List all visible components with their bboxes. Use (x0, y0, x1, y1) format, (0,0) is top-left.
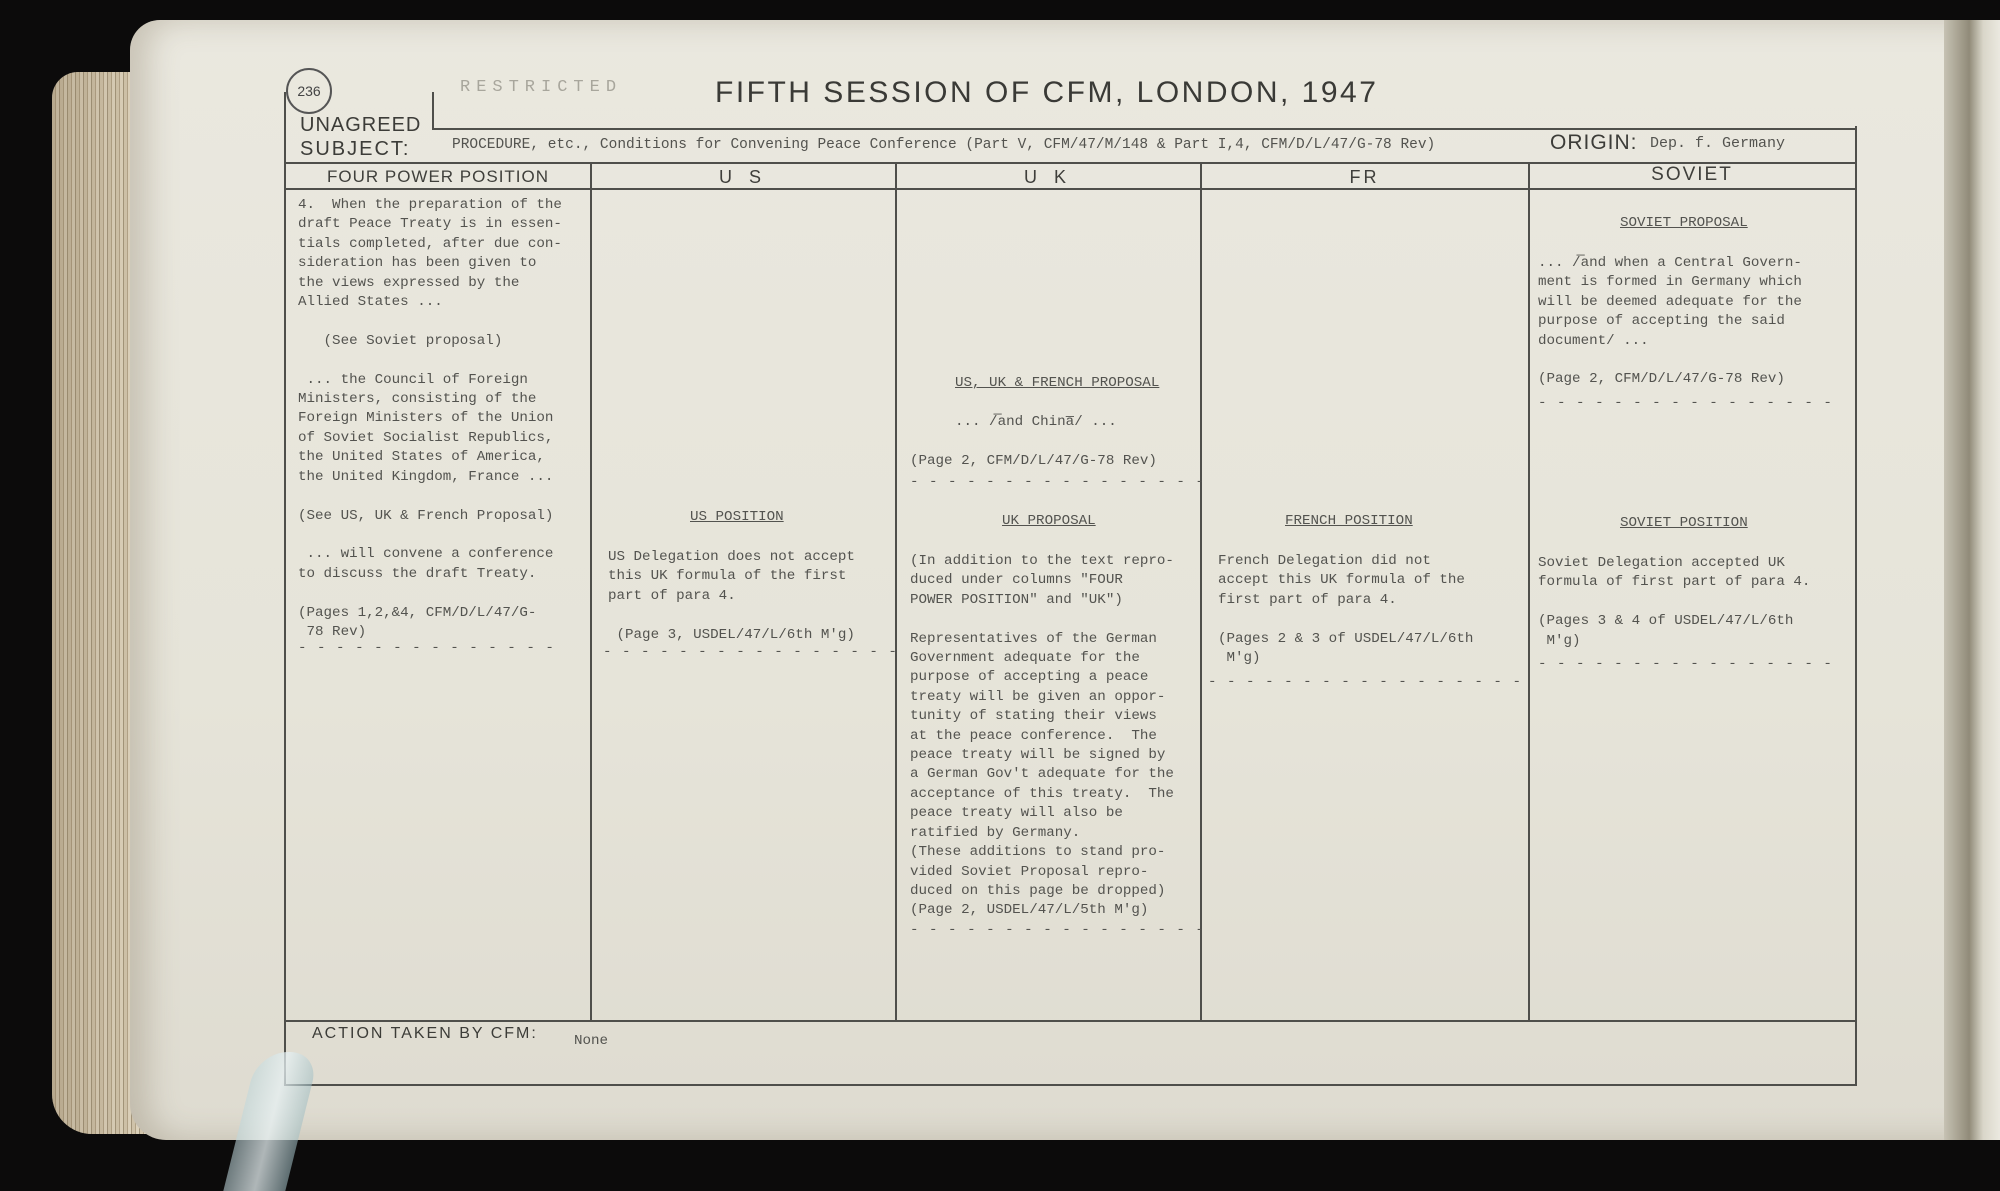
us-dash-rule: - - - - - - - - - - - - - - - - (603, 644, 898, 660)
french-dash-rule: - - - - - - - - - - - - - - - - - (1208, 674, 1522, 690)
frame-top-border (432, 128, 1856, 130)
french-position-heading: FRENCH POSITION (1285, 513, 1413, 529)
frame-right-border (1855, 126, 1857, 1086)
joint-proposal-reference: (Page 2, CFM/D/L/47/G-78 Rev) (910, 453, 1157, 469)
four-power-position-text: 4. When the preparation of the draft Peace Treaty is in essen- tials completed, after due con- sideration has been given to the views expressed by the Allied States ... (See Soviet proposal) ... the Council of Foreign Ministers, consisting of the Foreign Ministers of the Union of Soviet Socialist Republics, the United States of America, the United Kingdom, France ... (See US, UK & French Proposal) ... will convene a conference to discuss the draft Treaty. (Pages 1,2,&4, CFM/D/L/47/G- 78 Rev) (298, 197, 562, 640)
subject-text: PROCEDURE, etc., Conditions for Convening Peace Conference (Part V, CFM/47/M/148 & Part I,4, CFM/D/L/47/G-78 Rev) (452, 137, 1436, 153)
action-taken-label: ACTION TAKEN BY CFM: (312, 1025, 538, 1042)
column-header-soviet: SOVIET (1651, 164, 1733, 185)
frame-left-border (284, 92, 286, 1084)
column-divider-uk (895, 162, 897, 1020)
column-header-fr: FR (1349, 167, 1380, 187)
column-header-uk: U K (1023, 167, 1072, 187)
joint-proposal-heading: US, UK & FRENCH PROPOSAL (955, 375, 1160, 391)
column-header-us: U S (718, 167, 767, 187)
us-position-heading: US POSITION (690, 509, 784, 525)
us-position-text: US Delegation does not accept this UK formula of the first part of para 4. (Page 3, USDEL/47/L/6th M'g) (608, 549, 855, 643)
soviet-proposal-heading: SOVIET PROPOSAL (1620, 215, 1748, 231)
column-header-four-power: FOUR POWER POSITION (326, 167, 550, 186)
subject-box-divider (432, 92, 434, 130)
origin-text: Dep. f. Germany (1650, 135, 1786, 152)
joint-proposal-dash-rule: - - - - - - - - - - - - - - - - (910, 474, 1205, 490)
book-gutter (1944, 20, 2000, 1140)
soviet-position-heading: SOVIET POSITION (1620, 515, 1748, 531)
uk-dash-rule: - - - - - - - - - - - - - - - - (910, 922, 1205, 938)
soviet-position-dash-rule: - - - - - - - - - - - - - - - - (1538, 656, 1833, 672)
soviet-proposal-dash-rule: - - - - - - - - - - - - - - - - (1538, 395, 1833, 411)
french-position-text: French Delegation did not accept this UK formula of the first part of para 4. (Pages 2 & 3 of USDEL/47/L/6th M'g) (1218, 553, 1474, 667)
body-bottom-rule (284, 1020, 1856, 1022)
origin-label: ORIGIN: (1550, 131, 1638, 154)
document-title: FIFTH SESSION OF CFM, LONDON, 1947 (715, 76, 1379, 109)
uk-proposal-heading: UK PROPOSAL (1002, 513, 1096, 529)
unagreed-label: UNAGREED (300, 114, 422, 136)
uk-proposal-text: (In addition to the text repro- duced under columns "FOUR POWER POSITION" and "UK") Representatives of the German Government adequate for the purpose of accepting a peace treaty will be given an oppor- tunity of stating their views at the peace conference. The peace treaty will be signed by a German Gov't adequate for the acceptance of this treaty. The peace treaty will also be ratified by Germany. (These additions to stand pro- vided Soviet Proposal repro- duced on this page be dropped) (Page 2, USDEL/47/L/5th M'g) (910, 553, 1174, 919)
frame-bottom-border (284, 1084, 1856, 1086)
column-divider-fr (1200, 162, 1202, 1020)
column-divider-soviet (1528, 162, 1530, 1020)
column-header-rule (284, 188, 1856, 190)
column-divider-us (590, 162, 592, 1020)
soviet-proposal-text: ... /̅and when a Central Govern- ment is formed in Germany which will be deemed adequate for the purpose of accepting the said document/ ... (Page 2, CFM/D/L/47/G-78 Rev) (1538, 255, 1802, 388)
joint-proposal-text: ... /̅and China̅/ ... (955, 414, 1117, 430)
subject-label: SUBJECT: (300, 138, 411, 160)
page-number: 236 (286, 68, 332, 114)
four-power-dash-rule: - - - - - - - - - - - - - - (298, 640, 555, 656)
soviet-position-text: Soviet Delegation accepted UK formula of first part of para 4. (Pages 3 & 4 of USDEL/47/L/6th M'g) (1538, 555, 1811, 649)
classification-stamp: RESTRICTED (460, 78, 623, 97)
action-taken-value: None (574, 1033, 609, 1049)
